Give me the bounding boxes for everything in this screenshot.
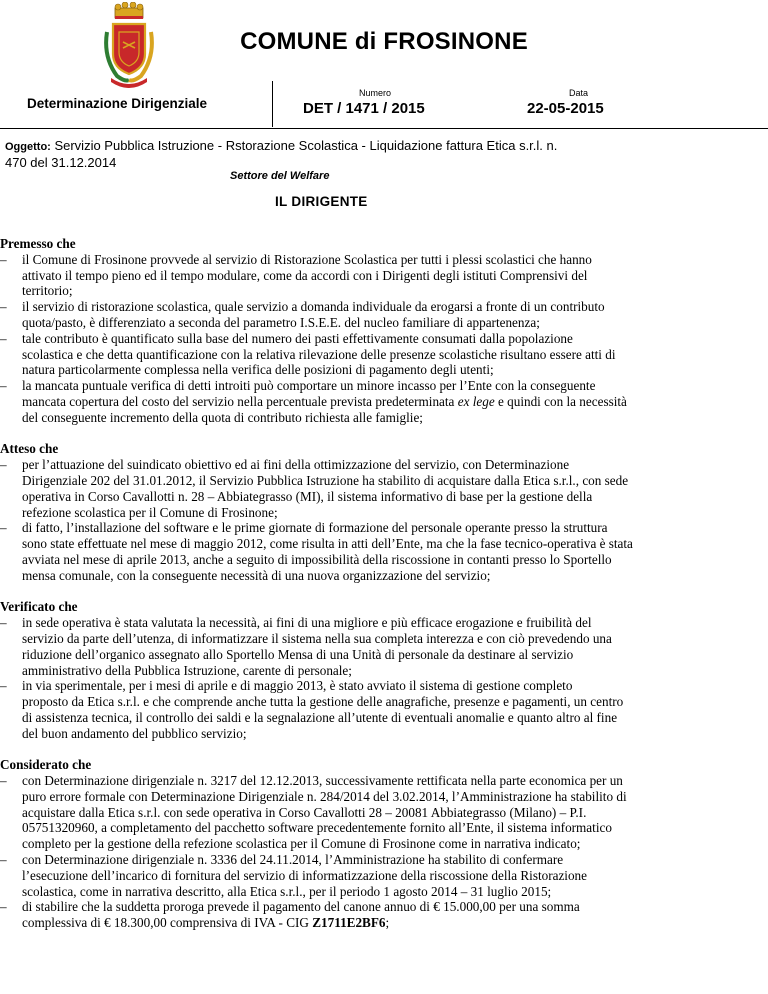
text-line: refezione scolastica per il Comune di Frosinone; <box>22 504 278 520</box>
bullet-dash: – <box>0 330 7 346</box>
section-title: Considerato che <box>0 757 92 773</box>
list-item <box>0 520 768 583</box>
text-line: l’esecuzione dell’incarico di fornitura del servizio di informatizzazione della riscossione della Ristorazione <box>22 867 588 883</box>
section-title: Premesso che <box>0 236 76 251</box>
text-line: del buon andamento del pubblico servizio; <box>22 725 247 741</box>
text-line: la mancata puntuale verifica di detti introiti può comportare un minore incasso per l’Ente con la conseguente <box>22 378 596 394</box>
header-divider <box>0 128 768 129</box>
text-line: attivato il tempo pieno ed il tempo modulare, come da accordi con i Dirigenti degli istituti Comprensivi del <box>22 267 588 283</box>
organization-title: COMUNE di FROSINONE <box>240 28 528 55</box>
document-header-box <box>22 81 744 127</box>
list-item <box>0 899 768 931</box>
text-line: natura particolarmente complessa nella verifica delle posizioni di pagamento degli utenti; <box>22 362 494 378</box>
text-line: servizio da parte dell’utenza, di informatizzare il sistema nella sua completa interezza e con ciò prevedendo una <box>22 630 612 646</box>
settore-label: Settore del Welfare <box>230 170 330 182</box>
section-heading: IL DIRIGENTE <box>275 194 368 209</box>
oggetto-block <box>5 138 665 171</box>
list-item <box>0 252 768 299</box>
document-section <box>0 236 768 426</box>
text-line: di stabilire che la suddetta proroga prevede il pagamento del canone annuo di € 15.000,00 per una somma <box>22 899 580 915</box>
text-line: mensa comunale, con la conseguente necessità di una nuova organizzazione del servizio; <box>22 567 491 583</box>
bullet-dash: – <box>0 299 7 315</box>
oggetto-line: Servizio Pubblica Istruzione - Rstorazione Scolastica - Liquidazione fattura Etica s.r.l. n. <box>54 138 558 153</box>
text-line: 05751320960, a completamento del pacchetto software precedentemente fornito all’Ente, il sistema informatico <box>22 820 612 836</box>
document-body <box>0 236 768 947</box>
numero-label: Numero <box>359 88 392 98</box>
text-line: il servizio di ristorazione scolastica, quale servizio a domanda individuale da erogarsi a fronte di un contributo <box>22 299 605 315</box>
text-line: riduzione dell’organico assegnato allo Sportello Mensa di una Unità di personale da destinare al servizio <box>22 646 574 662</box>
text-line: di fatto, l’installazione del software e le prime giornate di formazione del personale operante presso la struttura <box>22 520 608 536</box>
text-line: complessiva di € 18.300,00 comprensiva di IVA - CIG Z1711E2BF6; <box>22 915 390 931</box>
text-line: proposto da Etica s.r.l. e che comprende anche tutta la gestione delle anagrafiche, presenze e pagamenti, un centro <box>22 694 624 710</box>
list-item <box>0 299 768 331</box>
list-item <box>0 331 768 378</box>
text-line: avviata nel mese di aprile 2013, anche a seguito di impossibilità della riscossione in contanti presso lo Sportello <box>22 551 612 567</box>
text-line: scolastica, come in narrativa descritto, alla Etica s.r.l., per il periodo 1 agosto 2014 – 31 luglio 2015; <box>22 883 552 899</box>
text-line: in sede operativa è stata valutata la necessità, ai fini di una migliore e più efficace erogazione e fruibilità del <box>22 615 592 631</box>
text-line: Dirigenziale 202 del 31.01.2012, il Servizio Pubblica Istruzione ha stabilito di acquistare dalla Etica s.r.l., con sede <box>22 472 629 488</box>
data-label: Data <box>569 88 589 98</box>
section-title: Atteso che <box>0 441 59 457</box>
text-line: acquistare dalla Etica s.r.l. con sede operativa in Corso Cavallotti 28 – 20081 Abbiategrasso (Milano) – P.I. <box>22 804 587 820</box>
document-section <box>0 599 768 741</box>
data-value: 22-05-2015 <box>527 100 604 117</box>
text-line: quota/pasto, è differenziato a seconda del parametro I.S.E.E. del nucleo familiare di appartenenza; <box>22 314 540 330</box>
text-line: con Determinazione dirigenziale n. 3217 del 12.12.2013, successivamente rettificata nella parte economica per un <box>22 773 623 789</box>
bullet-dash: – <box>0 251 7 267</box>
text-line: il Comune di Frosinone provvede al servizio di Ristorazione Scolastica per tutti i plessi scolastici che hanno <box>22 251 592 267</box>
text-line: territorio; <box>22 283 73 299</box>
text-line: tale contributo è quantificato sulla base del numero dei pasti effettivamente consumati dalla popolazione <box>22 330 573 346</box>
bullet-dash: – <box>0 773 7 789</box>
oggetto-line: 470 del 31.12.2014 <box>5 155 117 170</box>
oggetto-label: Oggetto: <box>5 141 51 153</box>
bullet-dash: – <box>0 899 7 915</box>
text-line: di assistenza tecnica, il controllo dei saldi e la segnalazione all’utente di eventuali anomalie e quanto altro al fine <box>22 709 618 725</box>
text-line: con Determinazione dirigenziale n. 3336 del 24.11.2014, l’Amministrazione ha stabilito di confermare <box>22 852 564 868</box>
text-line: sono state effettuate nel mese di maggio 2012, come risulta in atti dell’Ente, ma che la fase tecnico-operativa è stata <box>22 536 633 552</box>
bullet-dash: – <box>0 678 7 694</box>
text-line: puro errore formale con Determinazione Dirigenziale n. 284/2014 del 3.02.2014, l’Amministrazione ha stabilito di <box>22 788 627 804</box>
bullet-dash: – <box>0 852 7 868</box>
document-section <box>0 441 768 583</box>
bullet-dash: – <box>0 457 7 473</box>
list-item <box>0 773 768 852</box>
bullet-dash: – <box>0 520 7 536</box>
section-title: Verificato che <box>0 599 78 615</box>
text-line: per l’attuazione del suindicato obiettivo ed ai fini della ottimizzazione del servizio, con Determinazione <box>22 457 570 473</box>
text-line: in via sperimentale, per i mesi di aprile e di maggio 2013, è stato avviato il sistema di gestione completo <box>22 678 573 694</box>
bullet-dash: – <box>0 378 7 394</box>
list-item <box>0 852 768 899</box>
document-type: Determinazione Dirigenziale <box>27 96 208 111</box>
text-line: del conseguente incremento della quota di contributo richiesta alle famiglie; <box>22 409 423 425</box>
numero-value: DET / 1471 / 2015 <box>303 100 425 117</box>
list-item <box>0 378 768 425</box>
text-line: operativa in Corso Cavallotti n. 28 – Abbiategrasso (MI), il sistema informativo di base per la gestione della <box>22 488 593 504</box>
text-line: amministrativo della Pubblica Istruzione, carente di personale; <box>22 662 352 678</box>
text-line: completo per la gestione della refezione scolastica per il Comune di Frosinone come in narrativa indicato; <box>22 836 581 852</box>
document-type-cell <box>22 81 273 127</box>
list-item <box>0 678 768 741</box>
bullet-dash: – <box>0 615 7 631</box>
text-line: scolastica e che detta quantificazione con la relativa rilevazione delle presenze scolastiche risultano essere atti di <box>22 346 616 362</box>
list-item <box>0 615 768 678</box>
document-section <box>0 757 768 931</box>
text-line: mancata copertura del costo del servizio nella percentuale prevista predeterminata ex lege e quindi con la necessità <box>22 393 627 409</box>
list-item <box>0 457 768 520</box>
